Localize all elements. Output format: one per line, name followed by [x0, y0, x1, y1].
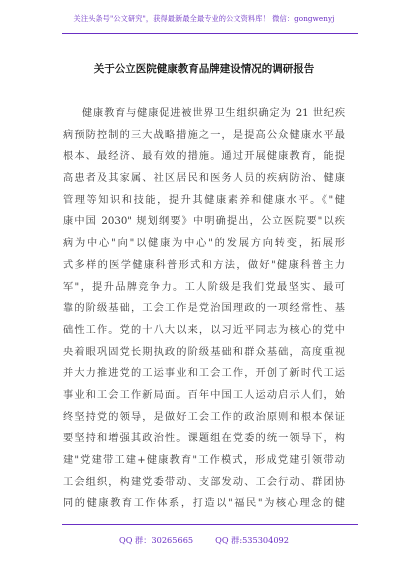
- body-line: 终坚持党的领导，是做好工会工作的政治原则和根本保证: [63, 411, 345, 423]
- qq-group-2: QQ 群:535304092: [215, 535, 289, 545]
- body-line: 高患者及其家属、社区居民和医务人员的疾病防治、健康: [63, 173, 345, 185]
- body-line: 康中国 2030" 规划纲要》中明确提出，公立医院要"以疾: [63, 216, 345, 228]
- qq-group-1: QQ 群：30265665: [119, 535, 194, 545]
- footer-divider: [62, 524, 358, 525]
- body-line: 要坚持和增强其政治性。课题组在党委的统一领导下，构: [63, 433, 345, 445]
- document-body: [63, 103, 345, 515]
- body-line: 管理等知识和技能，提升其健康素养和健康水平。《"健: [63, 194, 345, 206]
- header-banner: 关注头条号"公文研究"，获得最新最全最专业的公文资料库！ 微信：gongwenyj: [73, 14, 335, 23]
- footer-contact: [0, 535, 408, 546]
- body-line: 靠的阶级基础，工会工作是党治国理政的一项经常性、基: [63, 303, 345, 315]
- body-line: 军"，提升品牌竞争力。工人阶级是我们党最坚实、最可: [63, 281, 345, 293]
- body-line: 工会组织，构建党委带动、支部发动、工会行动、群团协: [63, 476, 345, 488]
- body-line: 病为中心"向"以健康为中心"的发展方向转变，拓展形: [63, 238, 345, 250]
- body-line: 事业和工会工作新局面。百年中国工人运动启示人们，始: [63, 389, 345, 401]
- body-line: 健康教育与健康促进被世界卫生组织确定为 21 世纪疾: [82, 108, 345, 119]
- body-line: 根本、最经济、最有效的措施。通过开展健康教育，能提: [63, 151, 345, 163]
- body-line: 央着眼巩固党长期执政的阶级基础和群众基础，高度重视: [63, 346, 345, 358]
- body-line: 建"党建带工建+健康教育"工作模式，形成党建引领带动: [63, 455, 345, 466]
- document-title: 关于公立医院健康教育品牌建设情况的调研报告: [93, 63, 315, 75]
- header-divider: [62, 33, 358, 34]
- body-line: 并大力推进党的工运事业和工会工作，开创了新时代工运: [63, 368, 345, 380]
- body-line: 病预防控制的三大战略措施之一，是提高公众健康水平最: [63, 129, 345, 141]
- body-line: 式多样的医学健康科普形式和方法，做好"健康科普主力: [63, 259, 345, 271]
- body-line: 同的健康教育工作体系，打造以"福民"为核心理念的健: [63, 498, 345, 510]
- body-line: 础性工作。党的十八大以来，以习近平同志为核心的党中: [63, 324, 345, 336]
